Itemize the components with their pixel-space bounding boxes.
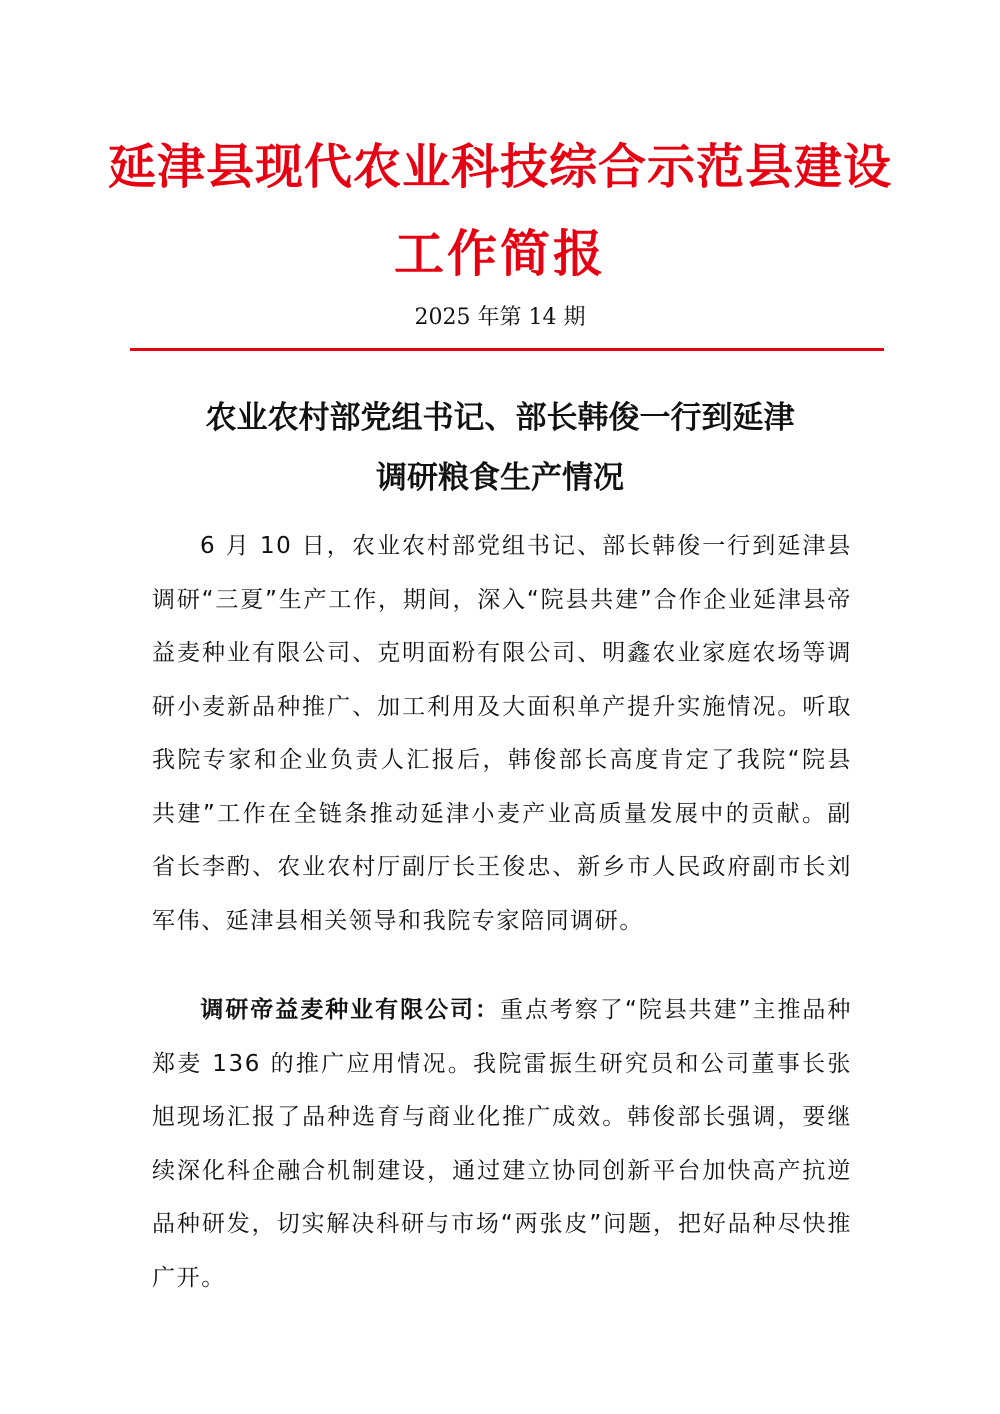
paragraph-2-lead: 调研帝益麦种业有限公司： [200, 997, 500, 1023]
article-title-line1: 农业农村部党组书记、部长韩俊一行到延津 [205, 400, 795, 436]
paragraph-1 [152, 520, 852, 948]
masthead-title-line1: 延津县现代农业科技综合示范县建设 [107, 139, 892, 195]
masthead-title-line2: 工作简报 [394, 224, 606, 283]
issue-number: 2025 年第 14 期 [414, 305, 586, 330]
masthead-divider [130, 348, 884, 351]
paragraph-2 [152, 984, 852, 1305]
paragraph-2-text: 重点考察了“院县共建”主推品种郑麦 136 的推广应用情况。我院雷振生研究员和公司董事长张旭现场汇报了品种选育与商业化推广成效。韩俊部长强调，要继续深化科企融合机制建设，通过建立协同创新平台加快高产抗逆品种研发，切实解决科研与市场“两张皮”问题，把好品种尽快推广开。 [152, 997, 852, 1291]
article-title-line2: 调研粮食生产情况 [376, 460, 624, 496]
paragraph-1-text: 6 月 10 日，农业农村部党组书记、部长韩俊一行到延津县调研“三夏”生产工作，期间，深入“院县共建”合作企业延津县帝益麦种业有限公司、克明面粉有限公司、明鑫农业家庭农场等调研小麦新品种推广、加工利用及大面积单产提升实施情况。听取我院专家和企业负责人汇报后，韩俊部长高度肯定了我院“院县共建”工作在全链条推动延津小麦产业高质量发展中的贡献。副省长李酌、农业农村厅副厅长王俊忠、新乡市人民政府副市长刘军伟、延津县相关领导和我院专家陪同调研。 [152, 533, 852, 934]
